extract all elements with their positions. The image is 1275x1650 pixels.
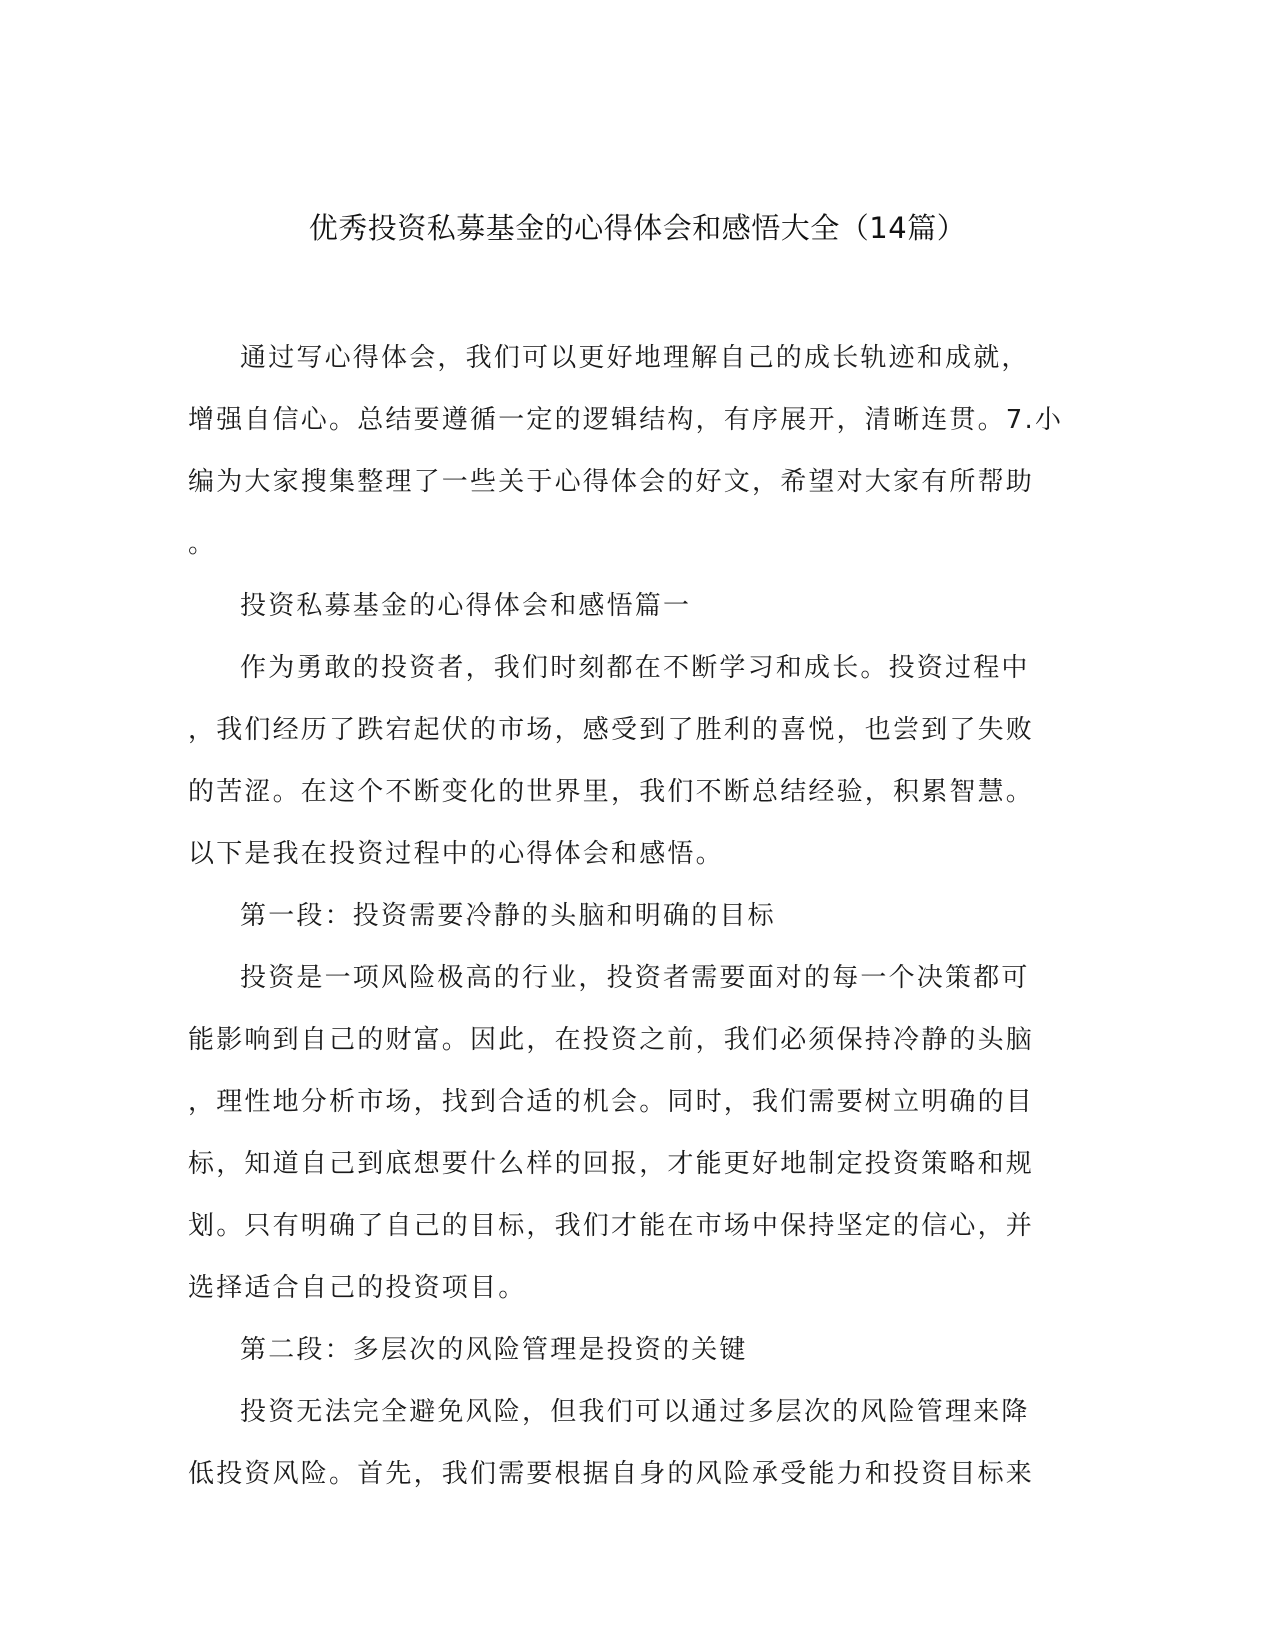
document-title: 优秀投资私募基金的心得体会和感悟大全（14篇） bbox=[308, 211, 967, 245]
body-paragraph: 投资无法完全避免风险，但我们可以通过多层次的风险管理来降 低投资风险。首先，我们需要根据自身的风险承受能力和投资目标来 bbox=[188, 1397, 1035, 1489]
document-body bbox=[188, 327, 1088, 1505]
body-paragraph: 投资是一项风险极高的行业，投资者需要面对的每一个决策都可 能影响到自己的财富。因此，在投资之前，我们必须保持冷静的头脑 ，理性地分析市场，找到合适的机会。同时，我们需要树立明确的目 标，知道自己到底想要什么样的回报，才能更好地制定投资策略和规 划。只有明确了自己的目标，我们才能在市场中保持坚定的信心，并 选择适合自己的投资项目。 bbox=[188, 963, 1035, 1303]
body-paragraph: 作为勇敢的投资者，我们时刻都在不断学习和成长。投资过程中 ，我们经历了跌宕起伏的市场，感受到了胜利的喜悦，也尝到了失败 的苦涩。在这个不断变化的世界里，我们不断总结经验，积累智慧。 以下是我在投资过程中的心得体会和感悟。 bbox=[188, 653, 1035, 869]
section-heading-first: 第一段：投资需要冷静的头脑和明确的目标 bbox=[240, 901, 776, 931]
section-heading-second: 第二段：多层次的风险管理是投资的关键 bbox=[240, 1335, 748, 1365]
section-heading-part-one: 投资私募基金的心得体会和感悟篇一 bbox=[240, 591, 692, 621]
intro-paragraph: 通过写心得体会，我们可以更好地理解自己的成长轨迹和成就， 增强自信心。总结要遵循一定的逻辑结构，有序展开，清晰连贯。7.小 编为大家搜集整理了一些关于心得体会的好文，希望对大家有所帮助 。 bbox=[188, 343, 1064, 559]
